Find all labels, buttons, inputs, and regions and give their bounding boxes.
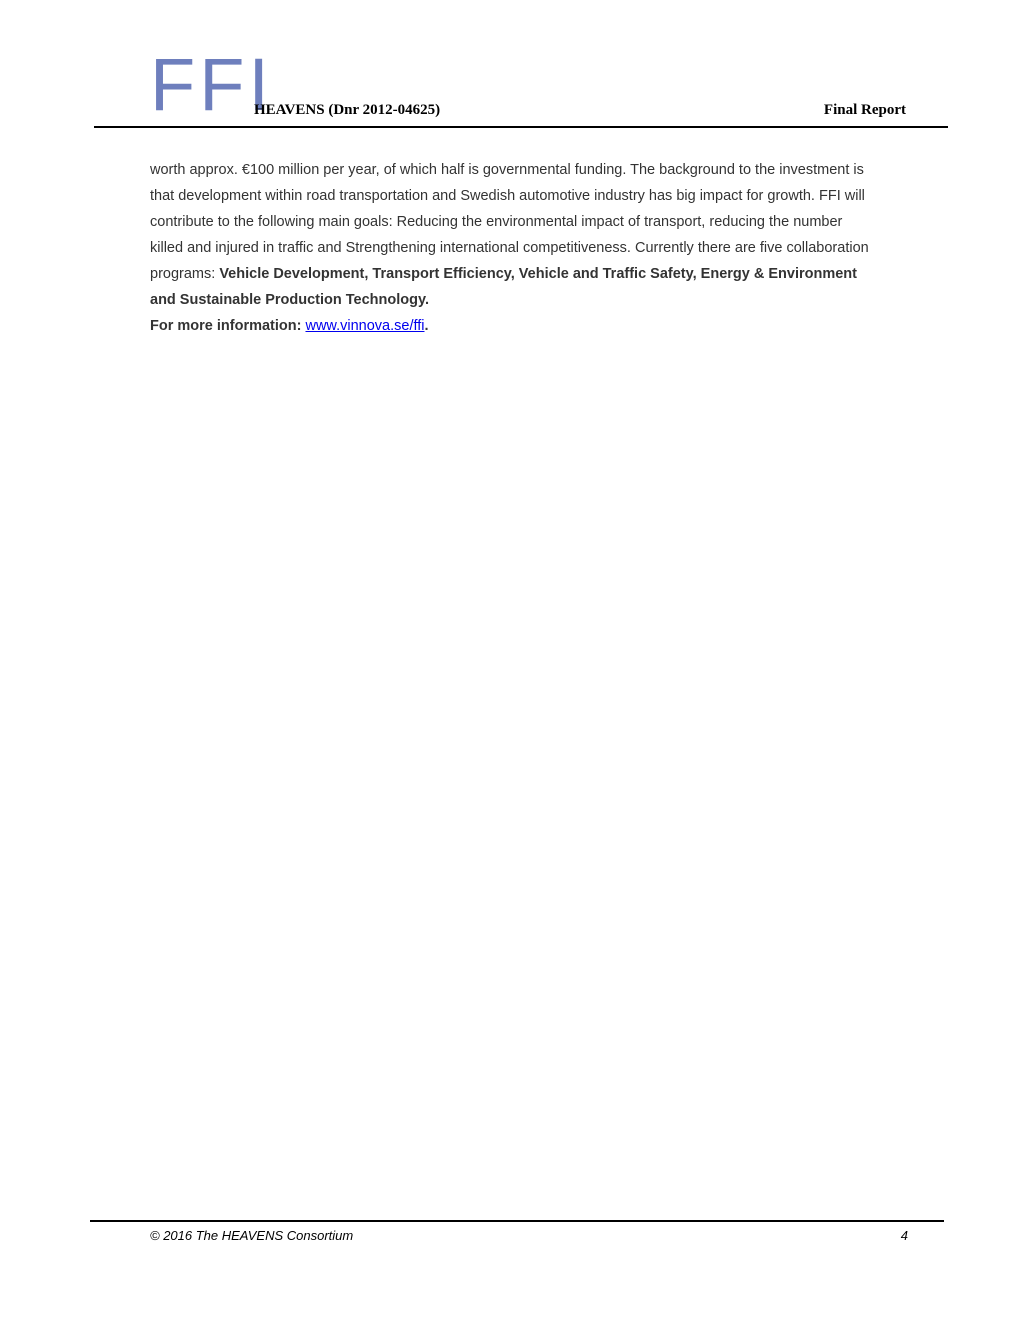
- programs-list: Vehicle Development, Transport Efficiency, Vehicle and Traffic Safety, Energy & Environment and Sustainable Production Technology.: [150, 266, 857, 308]
- main-content: [150, 157, 870, 339]
- paragraph-text: worth approx. €100 million per year, of which half is governmental funding. The background to the investment is that development within road transportation and Swedish automotive industry has big impact for growth. FFI will contribute to the following main goals: Reducing the environmental impact of transport, reducing the number killed and injured in traffic and Strengthening international competitiveness. Currently there are five collaboration programs:: [150, 162, 869, 282]
- more-info-line: [150, 313, 870, 339]
- page-number: 4: [900, 1228, 908, 1243]
- body-paragraph: [150, 157, 870, 313]
- document-title: HEAVENS (Dnr 2012-04625): [254, 102, 441, 118]
- footer-copyright: © 2016 The HEAVENS Consortium: [150, 1228, 354, 1243]
- more-info-end: .: [424, 318, 429, 334]
- vinnova-link[interactable]: www.vinnova.se/ffi: [305, 318, 425, 334]
- footer-divider: [90, 1220, 944, 1222]
- report-type: Final Report: [823, 102, 906, 118]
- page-header: [94, 43, 948, 128]
- more-info-label: For more information:: [150, 318, 306, 334]
- ffi-logo: FFI: [150, 43, 273, 126]
